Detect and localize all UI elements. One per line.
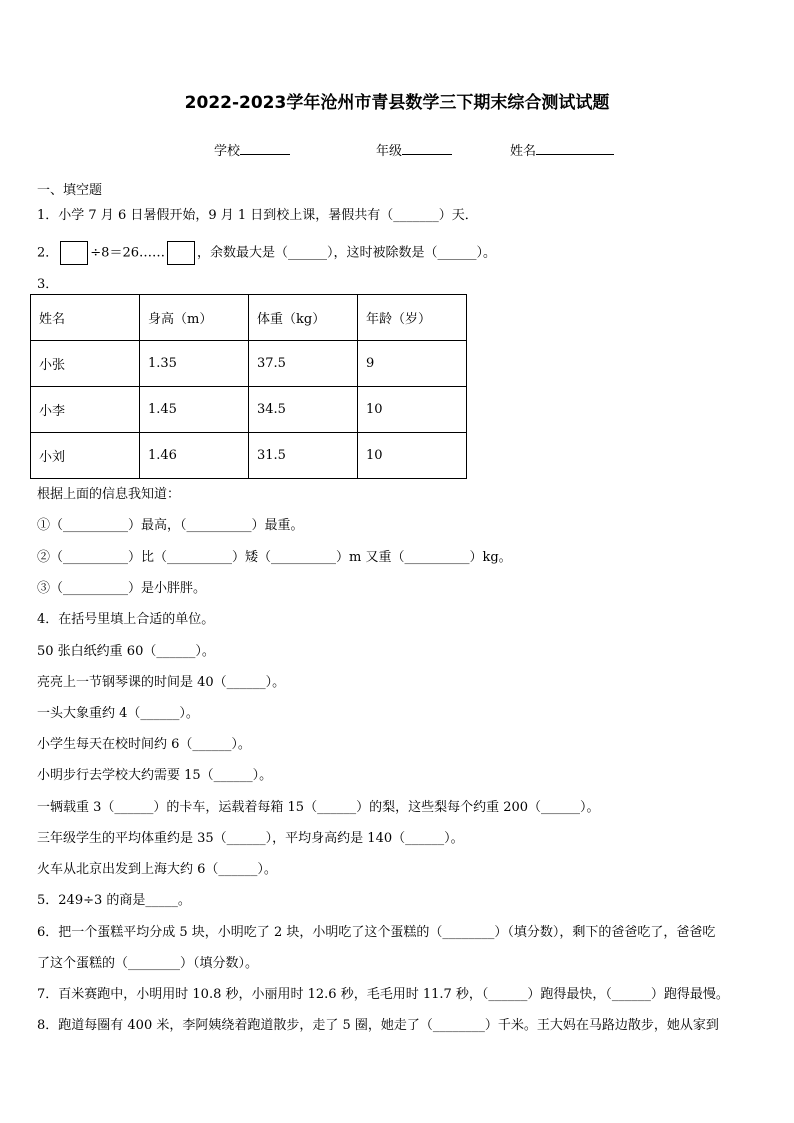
question-4-line: 一头大象重约 4（______）。 <box>37 706 199 721</box>
name-label: 姓名 <box>510 144 537 159</box>
table-cell: 小李 <box>31 387 140 433</box>
table-header-row <box>31 295 467 341</box>
question-4-line: 火车从北京出发到上海大约 6（______）。 <box>37 862 277 877</box>
table-row <box>31 341 467 387</box>
table-cell: 1.35 <box>140 341 249 387</box>
question-2 <box>37 241 496 265</box>
table-cell: 10 <box>358 433 467 479</box>
school-label: 学校 <box>214 144 241 159</box>
table-cell: 10 <box>358 387 467 433</box>
question-4-line: 亮亮上一节钢琴课的时间是 40（______）。 <box>37 675 286 690</box>
grade-blank[interactable] <box>402 141 452 155</box>
question-4-line: 50 张白纸约重 60（______）。 <box>37 644 215 659</box>
question-5: 5．249÷3 的商是_____。 <box>37 893 191 908</box>
question-6-line-2: 了这个蛋糕的（________）（填分数）。 <box>37 956 259 971</box>
question-1: 1．小学 7 月 6 日暑假开始，9 月 1 日到校上课，暑假共有（_______）天． <box>37 208 478 223</box>
school-field <box>214 141 290 161</box>
table-cell: 1.45 <box>140 387 249 433</box>
table-cell: 小张 <box>31 341 140 387</box>
question-4-heading: 4．在括号里填上合适的单位。 <box>37 612 215 627</box>
question-8: 8．跑道每圈有 400 米，李阿姨绕着跑道散步，走了 5 圈，她走了（________）千米。王大妈在马路边散步，她从家到 <box>37 1018 719 1033</box>
school-blank[interactable] <box>240 141 290 155</box>
question-2-tail: ，余数最大是（______），这时被除数是（______）。 <box>197 245 497 261</box>
table-cell: 37.5 <box>249 341 358 387</box>
question-4-line: 小学生每天在校时间约 6（______）。 <box>37 737 251 752</box>
table-header-cell: 体重（kg） <box>249 295 358 341</box>
page-title: 2022-2023学年沧州市青县数学三下期末综合测试试题 <box>184 93 610 113</box>
dividend-box[interactable] <box>60 241 88 265</box>
table-cell: 34.5 <box>249 387 358 433</box>
question-3-number: 3． <box>37 277 59 292</box>
section-heading: 一、填空题 <box>37 183 103 198</box>
question-3-part-1: ①（__________）最高，（__________）最重。 <box>37 518 304 533</box>
table-row <box>31 433 467 479</box>
name-field <box>510 141 614 161</box>
question-4-line: 小明步行去学校大约需要 15（______）。 <box>37 768 273 783</box>
table-header-cell: 年龄（岁） <box>358 295 467 341</box>
table-cell: 小刘 <box>31 433 140 479</box>
question-2-number: 2． <box>37 245 59 261</box>
question-3-intro: 根据上面的信息我知道： <box>37 487 181 502</box>
question-4-line: 一辆载重 3（______）的卡车，运载着每箱 15（______）的梨，这些梨每个约重 200（______）。 <box>37 800 600 815</box>
info-table <box>30 294 467 479</box>
question-3-part-3: ③（__________）是小胖胖。 <box>37 581 207 596</box>
question-7: 7．百米赛跑中，小明用时 10.8 秒，小丽用时 12.6 秒，毛毛用时 11.7 秒，（______）跑得最快，（______）跑得最慢。 <box>37 987 729 1002</box>
question-4-line: 三年级学生的平均体重约是 35（______），平均身高约是 140（______）。 <box>37 831 464 846</box>
remainder-box[interactable] <box>167 241 195 265</box>
table-cell: 31.5 <box>249 433 358 479</box>
grade-field <box>376 141 452 161</box>
table-row <box>31 387 467 433</box>
question-2-equation: ÷8＝26…… <box>90 245 165 261</box>
table-cell: 9 <box>358 341 467 387</box>
table-cell: 1.46 <box>140 433 249 479</box>
table-header-cell: 姓名 <box>31 295 140 341</box>
question-6-line-1: 6．把一个蛋糕平均分成 5 块，小明吃了 2 块，小明吃了这个蛋糕的（________）（填分数），剩下的爸爸吃了，爸爸吃 <box>37 925 716 940</box>
grade-label: 年级 <box>376 144 403 159</box>
question-3-part-2: ②（__________）比（__________）矮（__________）m 又重（__________）kg。 <box>37 550 512 565</box>
name-blank[interactable] <box>536 141 614 155</box>
table-header-cell: 身高（m） <box>140 295 249 341</box>
